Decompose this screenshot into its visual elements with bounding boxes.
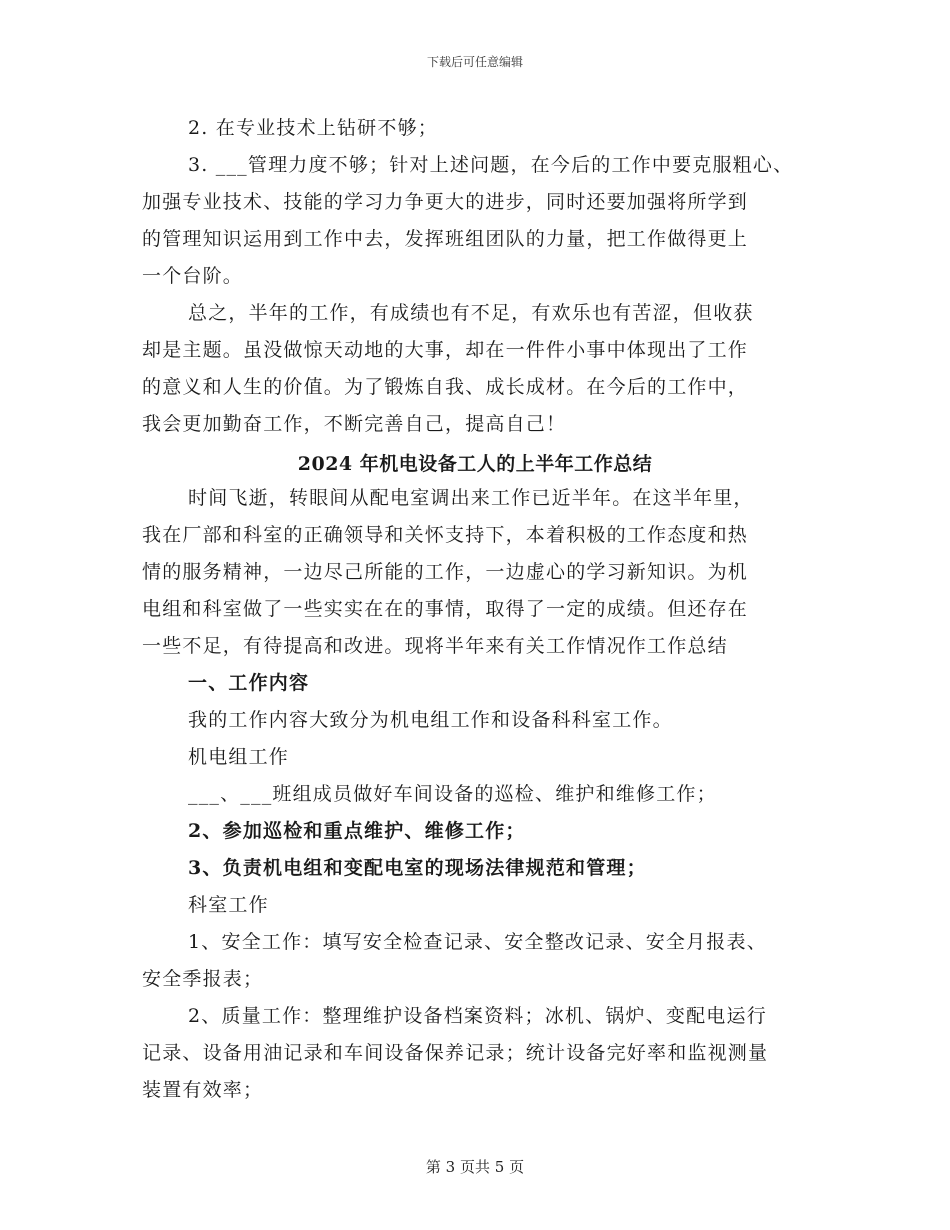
body-line: 1、安全工作：填写安全检查记录、安全整改记录、安全月报表、 (188, 931, 767, 953)
body-line: 总之，半年的工作，有成绩也有不足，有欢乐也有苦涩，但收获 (188, 302, 754, 324)
body-line: 一个台阶。 (142, 265, 244, 287)
body-line: 情的服务精神，一边尽己所能的工作，一边虚心的学习新知识。为机 (142, 561, 749, 583)
body-line: 装置有效率； (142, 1079, 264, 1101)
section-title: 2024 年机电设备工人的上半年工作总结 (297, 453, 653, 475)
body-line: 的意义和人生的价值。为了锻炼自我、成长成材。在今后的工作中， (142, 376, 749, 398)
subheading: 一、工作内容 (188, 672, 310, 694)
body-line: 机电组工作 (188, 746, 290, 768)
body-line: 加强专业技术、技能的学习力争更大的进步，同时还要加强将所学到 (142, 191, 749, 213)
page-footer: 第 3 页共 5 页 (425, 1158, 525, 1176)
body-line: 却是主题。虽没做惊天动地的大事，却在一件件小事中体现出了工作 (142, 339, 749, 361)
bold-list-item: 3、负责机电组和变配电室的现场法律规范和管理； (188, 857, 647, 879)
body-line: 2. 在专业技术上钻研不够； (188, 117, 438, 139)
body-line: 我的工作内容大致分为机电组工作和设备科科室工作。 (188, 709, 673, 731)
body-line: 科室工作 (188, 894, 269, 916)
page-header: 下载后可任意编辑 (426, 55, 523, 69)
body-line: ___、___班组成员做好车间设备的巡检、维护和维修工作； (188, 783, 717, 805)
body-line: 时间飞逝，转眼间从配电室调出来工作已近半年。在这半年里， (188, 487, 754, 509)
body-line: 一些不足，有待提高和改进。现将半年来有关工作情况作工作总结 (142, 635, 728, 657)
body-line: 我在厂部和科室的正确领导和关怀支持下，本着积极的工作态度和热 (142, 524, 749, 546)
body-line: 记录、设备用油记录和车间设备保养记录；统计设备完好率和监视测量 (142, 1042, 769, 1064)
bold-list-item: 2、参加巡检和重点维护、维修工作； (188, 820, 526, 842)
body-line: 电组和科室做了一些实实在在的事情，取得了一定的成绩。但还存在 (142, 598, 749, 620)
body-line: 的管理知识运用到工作中去，发挥班组团队的力量，把工作做得更上 (142, 228, 749, 250)
body-line: 安全季报表； (142, 968, 264, 990)
body-line: 我会更加勤奋工作，不断完善自己，提高自己！ (142, 413, 567, 435)
body-line: 2、质量工作：整理维护设备档案资料；冰机、锅炉、变配电运行 (188, 1005, 767, 1027)
body-line: 3. ___管理力度不够；针对上述问题，在今后的工作中要克服粗心、 (188, 154, 794, 176)
